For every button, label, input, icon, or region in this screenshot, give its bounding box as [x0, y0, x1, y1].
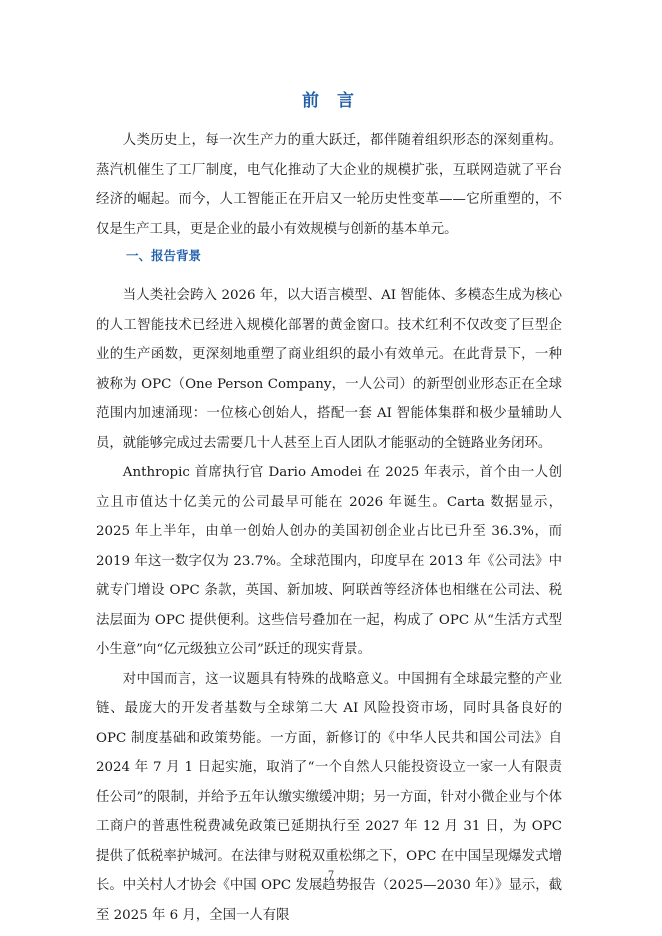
paragraph: Anthropic 首席执行官 Dario Amodei 在 2025 年表示，首个由一人创立且市值达十亿美元的公司最早可能在 2026 年诞生。Carta 数据显示，2025 年上半年，由单一创始人创办的美国初创企业占比已升至 36.3%，而 2019 年这一数字仅为 23.7%。全球范围内，印度早在 2013 年《公司法》中就专门增设 OPC 条款，英国、新加坡、阿联酋等经济体也相继在公司法、税法层面为 OPC 提供便利。这些信号叠加在一起，构成了 OPC 从“生活方式型小生意”向“亿元级独立公司”跃迁的现实背景。: [96, 465, 562, 657]
background-section: [96, 281, 562, 930]
page-number: 7: [327, 870, 335, 881]
paragraph: 当人类社会跨入 2026 年，以大语言模型、AI 智能体、多模态生成为核心的人工智能技术已经进入规模化部署的黄金窗口。技术红利不仅改变了巨型企业的生产函数，更深刻地重塑了商业组织的最小有效单元。在此背景下，一种被称为 OPC（One Person Company，一人公司）的新型创业形态正在全球范围内加速涌现：一位核心创始人，搭配一套 AI 智能体集群和极少量辅助人员，就能够完成过去需要几十人甚至上百人团队才能驱动的全链路业务闭环。: [96, 288, 562, 451]
page-title: 前 言: [302, 91, 360, 111]
paragraph: 对中国而言，这一议题具有特殊的战略意义。中国拥有全球最完整的产业链、最庞大的开发者基数与全球第二大 AI 风险投资市场，同时具备良好的 OPC 制度基础和政策势能。一方面，新修订的《中华人民共和国公司法》自 2024 年 7 月 1 日起实施，取消了“一个自然人只能投资设立一家一人有限责任公司”的限制，并给予五年认缴实缴缓冲期；另一方面，针对小微企业与个体工商户的普惠性税费减免政策已延期执行至 2027 年 12 月 31 日，为 OPC 提供了低税率护城河。在法律与财税双重松绑之下，OPC 在中国呈现爆发式增长。中关村人才协会《中国 OPC 发展趋势报告（2025—2030 年）》显示，截至 2025 年 6 月，全国一人有限: [96, 671, 563, 923]
section-heading: 一、报告背景: [126, 248, 202, 263]
intro-paragraph: 人类历史上，每一次生产力的重大跃迁，都伴随着组织形态的深刻重构。蒸汽机催生了工厂制度，电气化推动了大企业的规模扩张，互联网造就了平台经济的崛起。而今，人工智能正在开启又一轮历史性变革——它所重塑的，不仅是生产工具，更是企业的最小有效规模与创新的基本单元。: [96, 133, 562, 237]
intro-section: [96, 126, 562, 244]
